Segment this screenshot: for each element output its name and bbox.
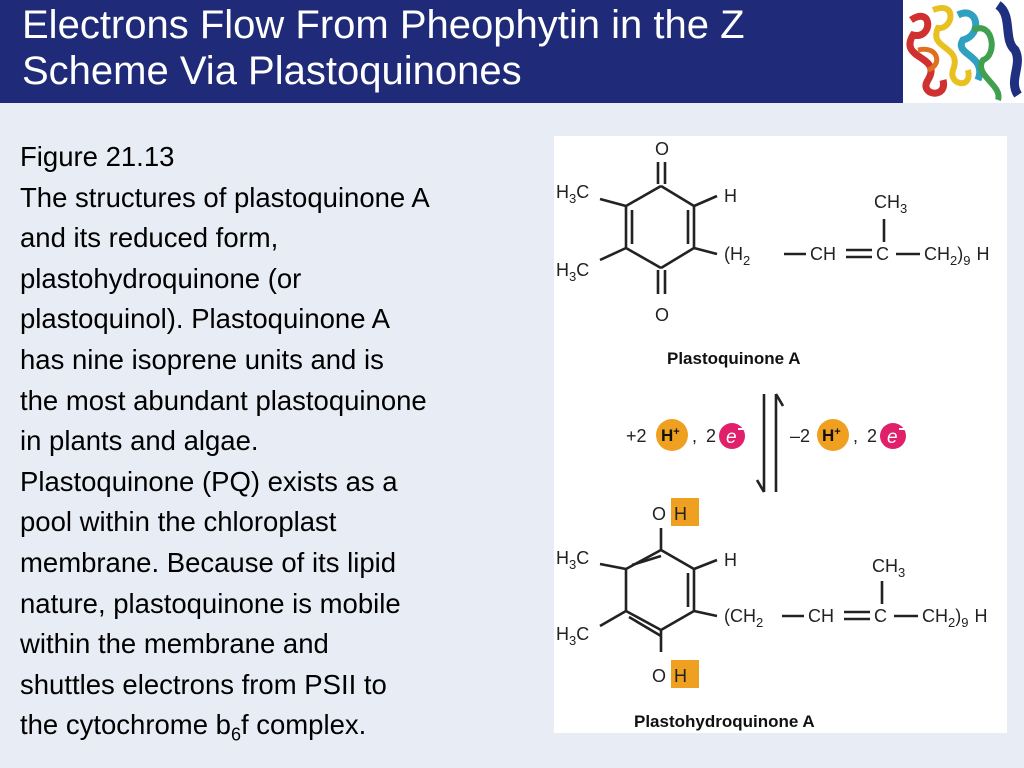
- subscript: 3: [569, 191, 577, 206]
- chain-end: [922, 606, 987, 630]
- methyl-group: [556, 624, 589, 648]
- subscript: 3: [569, 269, 577, 284]
- atom-h: H: [974, 606, 988, 626]
- subscript: 3: [900, 201, 908, 216]
- chain-open: (H: [724, 244, 743, 264]
- atom-ch: CH: [874, 192, 900, 212]
- atom-h: H: [556, 548, 569, 568]
- atom-h: H: [674, 504, 687, 524]
- electron-label: e: [887, 427, 898, 448]
- caption-line: plastohydroquinone (or: [20, 262, 302, 294]
- atom-o: O: [655, 139, 670, 159]
- title-bar: [0, 0, 1024, 103]
- subscript: 3: [898, 565, 906, 580]
- atom-ch: CH: [924, 244, 950, 264]
- superscript: +: [834, 426, 841, 438]
- atom-ch: CH: [922, 606, 948, 626]
- caption-subscript: 6: [230, 724, 241, 745]
- caption-line: Plastoquinone (PQ) exists as a: [20, 465, 398, 497]
- atom-h: H: [976, 244, 990, 264]
- caption-line: has nine isoprene units and is: [20, 343, 384, 375]
- methyl-group: [556, 182, 589, 206]
- structure-diagram: [554, 136, 1007, 733]
- subscript: 2: [950, 253, 958, 268]
- slide-title-line-1: Electrons Flow From Pheophytin in the Z: [22, 3, 745, 47]
- caption-line: nature, plastoquinone is mobile: [20, 587, 401, 619]
- atom-h: H: [556, 182, 569, 202]
- slide-title: [22, 2, 892, 94]
- structure-name: Plastoquinone A: [667, 349, 801, 368]
- coefficient: –2: [790, 426, 811, 446]
- equilibrium-reaction: [626, 394, 907, 492]
- paren: ): [955, 606, 962, 626]
- caption-line: plastoquinol). Plastoquinone A: [20, 303, 390, 335]
- caption-figure-number: Figure 21.13: [20, 141, 175, 172]
- structure-name: Plastohydroquinone A: [634, 712, 815, 731]
- subscript: 9: [961, 615, 969, 630]
- atom-ch: CH: [872, 556, 898, 576]
- caption-line: the most abundant plastoquinone: [20, 384, 427, 416]
- atom-h: H: [556, 624, 569, 644]
- subscript: 3: [569, 633, 577, 648]
- atom-c: C: [874, 606, 887, 626]
- atom-c: C: [876, 244, 889, 264]
- chain-start: [724, 606, 763, 630]
- caption-line: membrane. Because of its lipid: [20, 546, 397, 578]
- slide-title-line-2: Scheme Via Plastoquinones: [22, 49, 522, 93]
- paren: ): [957, 244, 964, 264]
- atom-c: C: [576, 548, 590, 568]
- chain-start: [724, 244, 750, 268]
- subscript: 2: [743, 253, 751, 268]
- atom-h: H: [724, 550, 737, 570]
- plastoquinone-structure: [556, 139, 989, 368]
- subscript: 9: [963, 253, 971, 268]
- superscript: +: [673, 426, 680, 438]
- methyl-group: [872, 556, 905, 580]
- caption-line: within the membrane and: [20, 628, 329, 660]
- caption-line: in plants and algae.: [20, 425, 259, 457]
- protein-ribbon-icon: [903, 0, 1024, 103]
- methyl-group: [556, 548, 589, 572]
- coefficient: 2: [867, 426, 878, 446]
- atom-h: H: [674, 666, 687, 686]
- atom-h: H: [556, 260, 569, 280]
- chemical-structure-figure: [554, 136, 1007, 733]
- comma: ,: [692, 426, 698, 446]
- atom-h: H: [724, 186, 737, 206]
- caption-text: f complex.: [240, 709, 367, 741]
- subscript: 3: [569, 557, 577, 572]
- plastohydroquinone-structure: [556, 498, 987, 731]
- atom-h: H: [661, 426, 674, 445]
- atom-c: C: [576, 260, 590, 280]
- atom-o: O: [652, 504, 667, 524]
- caption-line: shuttles electrons from PSII to: [20, 668, 387, 700]
- caption-line-last: [20, 705, 540, 755]
- atom-c: C: [576, 624, 590, 644]
- methyl-group: [874, 192, 907, 216]
- atom-o: O: [655, 305, 670, 325]
- caption-line: and its reduced form,: [20, 222, 279, 254]
- chain-end: [924, 244, 989, 268]
- atom-ch: CH: [810, 244, 836, 264]
- electron-label: e: [726, 427, 737, 448]
- subscript: 2: [948, 615, 956, 630]
- subscript: 2: [756, 615, 764, 630]
- atom-c: C: [576, 182, 590, 202]
- figure-caption: [20, 137, 540, 755]
- coefficient: 2: [706, 426, 717, 446]
- caption-line: The structures of plastoquinone A: [20, 181, 430, 213]
- coefficient: +2: [626, 426, 647, 446]
- atom-ch: CH: [808, 606, 834, 626]
- chain-open: (CH: [724, 606, 756, 626]
- atom-h: H: [822, 426, 835, 445]
- methyl-group: [556, 260, 589, 284]
- atom-o: O: [652, 666, 667, 686]
- caption-text: the cytochrome b: [20, 709, 231, 741]
- caption-line: pool within the chloroplast: [20, 506, 337, 538]
- comma: ,: [853, 426, 859, 446]
